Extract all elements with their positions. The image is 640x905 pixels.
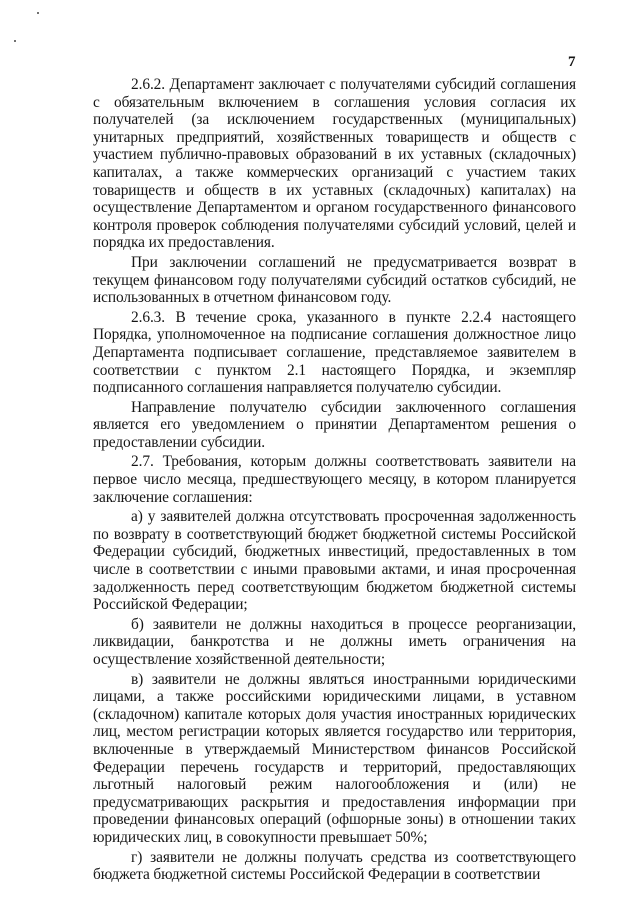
paragraph-2-7-g: г) заявители не должны получать средства из соответствующего бюджета бюджетной системы Российской Федерации в соответствии: [93, 848, 576, 884]
paragraph-2-7: 2.7. Требования, которым должны соответствовать заявители на первое число месяца, предшествующего месяцу, в котором планируется заключение соглашения:: [93, 453, 576, 506]
paragraph-2-6-2: 2.6.2. Департамент заключает с получателями субсидий соглашения с обязательным включением в соглашения условия согласия их получателей (за исключением государственных (муниципальных) унитарных предприятий, хозяйственных товариществ и обществ с участием публично-правовых образований в их уставных (складочных) капиталах, а также коммерческих организаций с участием таких товариществ и обществ в их уставных (складочных) капиталах) на осуществление Департаментом и органом государственного финансового контроля проверок соблюдения получателями субсидий условий, целей и порядка их предоставления.: [93, 76, 576, 252]
document-body: [93, 76, 576, 886]
paragraph-2-7-a: а) у заявителей должна отсутствовать просроченная задолженность по возврату в соответствующий бюджет бюджетной системы Российской Федерации субсидий, бюджетных инвестиций, предоставленных в том числе в соответствии с иными правовыми актами, и иная просроченная задолженность перед соответствующим бюджетом бюджетной системы Российской Федерации;: [93, 508, 576, 614]
paragraph-2-6-3: 2.6.3. В течение срока, указанного в пункте 2.2.4 настоящего Порядка, уполномоченное на подписание соглашения должностное лицо Департамента подписывает соглашение, представляемое заявителем в соответствии с пунктом 2.1 настоящего Порядка, и экземпляр подписанного соглашения направляется получателю субсидии.: [93, 308, 576, 397]
paragraph-no-return-of-balances: При заключении соглашений не предусматривается возврат в текущем финансовом году получателями субсидий остатков субсидий, не использованных в отчетном финансовом году.: [93, 253, 576, 307]
page-number: 7: [568, 54, 576, 70]
scan-speck: [37, 12, 39, 14]
scan-speck: [14, 40, 16, 42]
paragraph-notification: Направление получателю субсидии заключенного соглашения является его уведомлением о принятии Департаментом решения о предоставлении субсидии.: [93, 398, 576, 451]
paragraph-2-7-b: б) заявители не должны находиться в процессе реорганизации, ликвидации, банкротства и не должны иметь ограничения на осуществление хозяйственной деятельности;: [93, 615, 576, 668]
paragraph-2-7-v: в) заявители не должны являться иностранными юридическими лицами, а также российскими юридическими лицами, в уставном (складочном) капитале которых доля участия иностранных юридических лиц, местом регистрации которых является государство или территория, включенные в утверждаемый Министерством финансов Российской Федерации перечень государств и территорий, предоставляющих льготный налоговый режим налогообложения и (или) не предусматривающих раскрытия и предоставления информации при проведении финансовых операций (офшорные зоны) в отношении таких юридических лиц, в совокупности превышает 50%;: [93, 670, 576, 846]
